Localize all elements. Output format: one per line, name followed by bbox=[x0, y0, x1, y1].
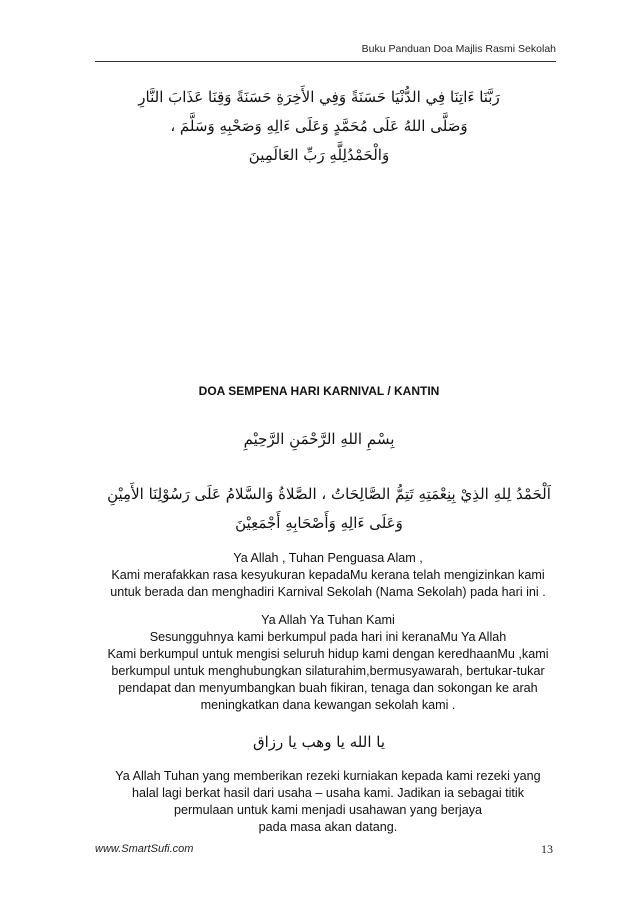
running-header: Buku Panduan Doa Majlis Rasmi Sekolah bbox=[361, 43, 556, 55]
paragraph-line: pendapat dan menyumbangkan buah fikiran, tenaga dan sokongan ke arah bbox=[118, 681, 538, 695]
paragraph-line: permulaan untuk kami menjadi usahawan yang berjaya bbox=[173, 803, 483, 817]
footer-website: www.SmartSufi.com bbox=[95, 843, 194, 855]
paragraph-line: Sesungguhnya kami berkumpul pada hari ini keranaMu Ya Allah bbox=[149, 630, 507, 644]
paragraph-line: Ya Allah Ya Tuhan Kami bbox=[261, 613, 395, 627]
paragraph-line: Ya Allah Tuhan yang memberikan rezeki kurniakan kepada kami rezeki yang bbox=[115, 769, 541, 783]
section-title: DOA SEMPENA HARI KARNIVAL / KANTIN bbox=[198, 384, 440, 398]
paragraph-line: pada masa akan datang. bbox=[258, 820, 398, 834]
basmalah: بِسْمِ اللهِ الرَّحْمَنِ الرَّحِيْمِ bbox=[243, 430, 395, 448]
page-number: 13 bbox=[541, 842, 553, 856]
paragraph-line: untuk berada dan menghadiri Karnival Sekolah (Nama Sekolah) pada hari ini . bbox=[110, 585, 546, 599]
paragraph-line: Ya Allah , Tuhan Penguasa Alam , bbox=[233, 551, 423, 565]
paragraph-line: Kami berkumpul untuk mengisi seluruh hidup kami dengan keredhaanMu ,kami bbox=[107, 647, 549, 661]
paragraph-3 bbox=[80, 768, 576, 836]
paragraph-line: meningkatkan dana kewangan sekolah kami . bbox=[200, 698, 456, 712]
divine-names: يا الله يا وهب يا رزاق bbox=[253, 733, 385, 751]
paragraph-2 bbox=[80, 612, 576, 714]
paragraph-line: halal lagi berkat hasil dari usaha – usaha kami. Jadikan ia sebagai titik bbox=[131, 786, 525, 800]
hamdalah-line-1: اَلْحَمْدُ لِلهِ الذِيْ بِنِعْمَتِهِ تَتِمُّ الصَّالِحَاتُ ، الصَّلاةُ وَالسَّلامُ عَلَى رَسُوْلِنَا الأَمِيْنِ bbox=[107, 485, 551, 503]
paragraph-line: Kami merafakkan rasa kesyukuran kepadaMu kerana telah mengizinkan kami bbox=[111, 568, 545, 582]
opening-doa-line-2: وَصَلَّى اللهُ عَلَى مُحَمَّدٍ وَعَلَى ءَالِهِ وَصَحْبِهِ وَسَلَّمَ ، bbox=[170, 117, 468, 135]
opening-doa-line-1: رَبَّنَا ءَاتِنَا فِي الدُّنْيَا حَسَنَةً وَفِي الأَخِرَةِ حَسَنَةً وَقِنَا عَذَابَ النَّارِ bbox=[138, 88, 500, 106]
paragraph-line: berkumpul untuk menghubungkan silaturahim,bermusyawarah, bertukar-tukar bbox=[111, 664, 545, 678]
header-rule bbox=[95, 61, 556, 62]
opening-doa-line-3: وَالْحَمْدُلِلَّهِ رَبِّ العَالَمِينَ bbox=[248, 146, 390, 164]
hamdalah-line-2: وَعَلَى ءَالِهِ وَأَصْحَابِهِ أَجْمَعِيْنَ bbox=[235, 514, 403, 532]
paragraph-1 bbox=[80, 550, 576, 601]
